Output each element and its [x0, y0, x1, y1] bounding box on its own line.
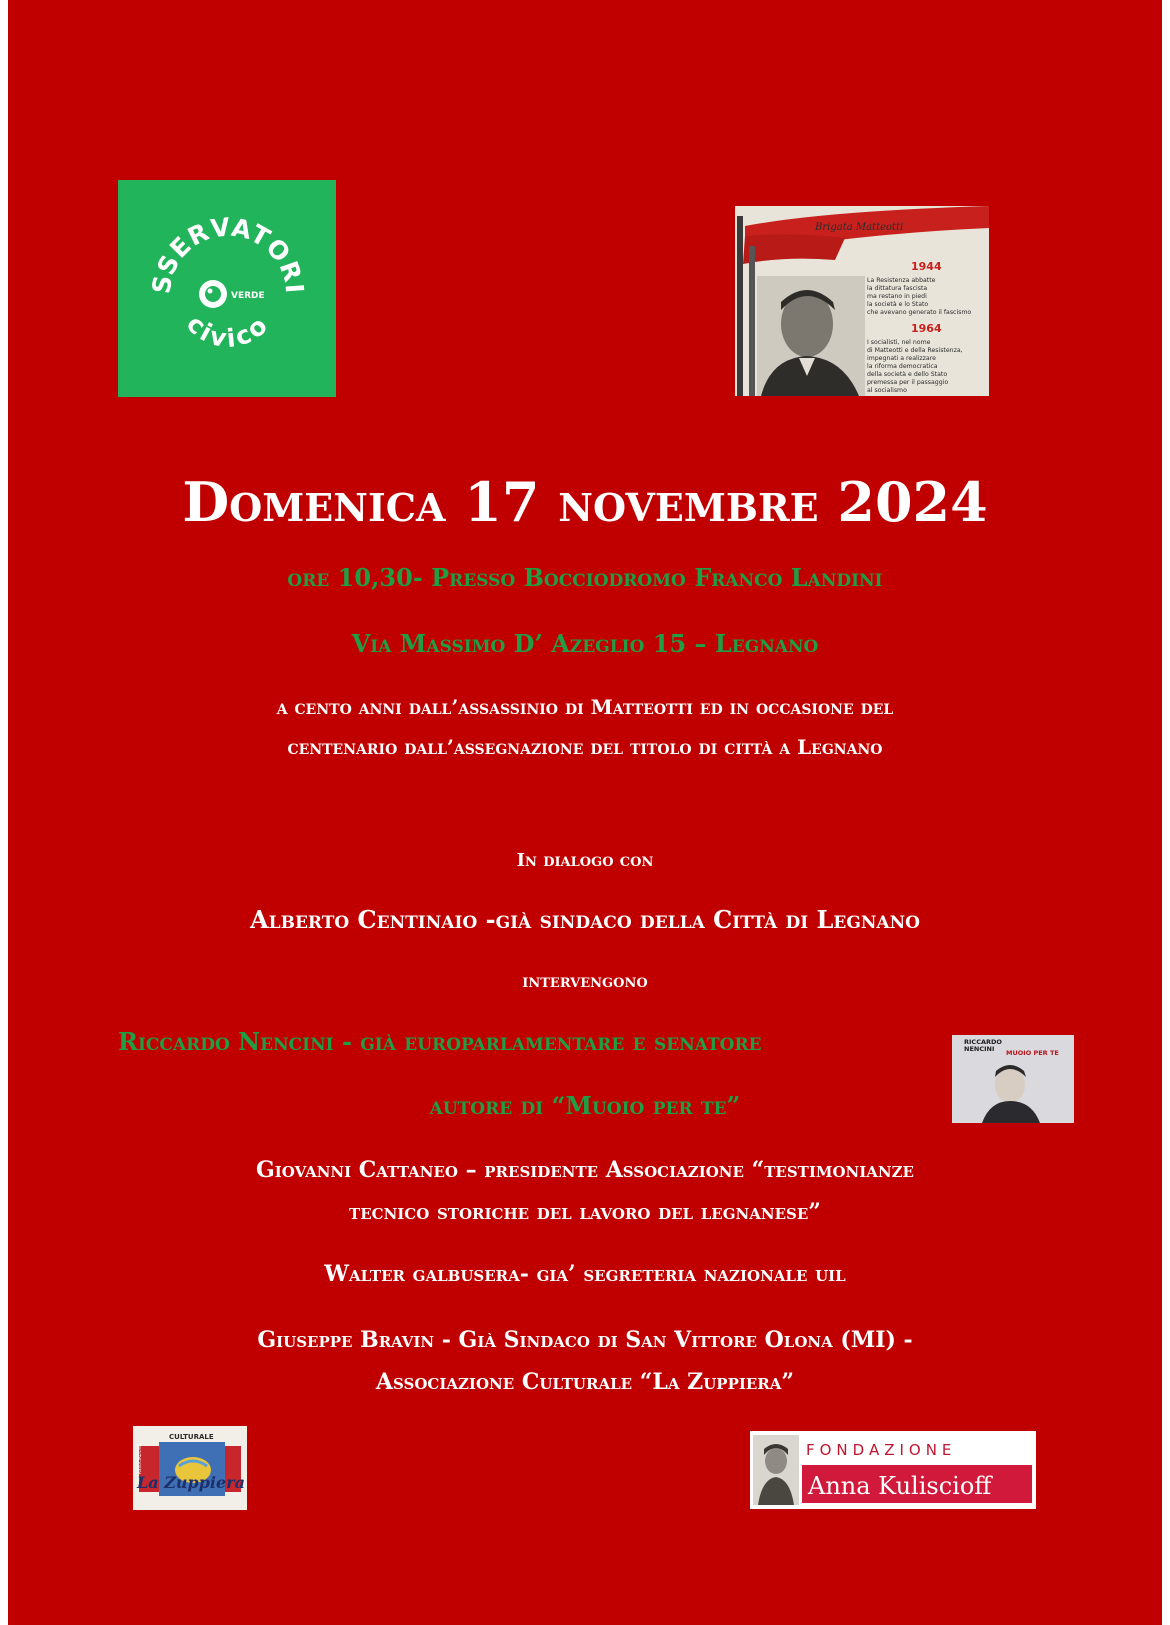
anna-kuliscioff-name: Anna Kuliscioff: [808, 1472, 992, 1500]
occasion-line-1: a cento anni dall’assassinio di Matteotti ed in occasione del: [276, 695, 894, 719]
book-author-first: RICCARDO: [964, 1038, 1002, 1046]
speaker-bravin: Giuseppe Bravin - Già Sindaco di San Vittore Olona (MI) -: [257, 1327, 913, 1353]
speaker-bravin-line-2: Associazione Culturale “La Zuppiera”: [375, 1369, 795, 1395]
speaker-nencini: Riccardo Nencini - già europarlamentare e senatore: [118, 1027, 762, 1056]
poster-line: al socialismo: [867, 387, 907, 394]
year-1964: 1964: [911, 322, 942, 335]
poster-heading: Brigata Matteotti: [815, 222, 904, 233]
event-address: Via Massimo D’ Azeglio 15 – Legnano: [351, 629, 819, 658]
la-zuppiera-logo: [133, 1426, 247, 1510]
flyer-page: [8, 0, 1162, 1625]
matteotti-poster-image: [735, 206, 989, 396]
zuppiera-logo-graphic: [133, 1426, 247, 1510]
speaker-nencini-book: autore di “Muoio per te”: [429, 1091, 741, 1120]
poster-line: La Resistenza abbatte: [867, 277, 936, 284]
dialog-intro: In dialogo con: [516, 850, 654, 871]
poster-line: che avevano generato il fascismo: [867, 309, 972, 316]
poster-line: impegnati a realizzare: [867, 355, 936, 362]
speaker-galbusera: Walter galbusera- gia’ segreteria nazionale uil: [324, 1261, 846, 1287]
fondazione-logo-graphic: [750, 1431, 1036, 1509]
poster-line: I socialisti, nel nome: [867, 339, 931, 346]
moderator: Alberto Centinaio -già sindaco della Città di Legnano: [250, 905, 920, 934]
speakers-intro: intervengono: [522, 971, 648, 992]
poster-line: di Matteotti e della Resistenza,: [867, 347, 963, 354]
osservatorio-word: SSERVATORI: [146, 212, 310, 296]
book-author-last: NENCINI: [964, 1045, 995, 1053]
eye-icon: [199, 280, 227, 308]
osservatorio-logo-graphic: [118, 180, 336, 397]
zuppiera-name: La Zuppiera: [137, 1473, 245, 1492]
speaker-cattaneo: Giovanni Cattaneo – presidente Associazione “testimonianze: [255, 1157, 914, 1183]
zuppiera-top-word: CULTURALE: [169, 1433, 214, 1441]
poster-line: ma restano in piedi: [867, 293, 927, 300]
fondazione-kuliscioff-logo: [750, 1431, 1036, 1509]
civico-word: civico: [180, 308, 276, 354]
poster-line: premessa per il passaggio: [867, 379, 949, 386]
matteotti-portrait: [757, 276, 865, 396]
poster-line: la dittatura fascista: [867, 285, 928, 292]
poster-line: della società e dello Stato: [867, 371, 948, 378]
zuppiera-side-word: ASSOCIAZIONE: [137, 1443, 142, 1474]
matteotti-poster-graphic: [735, 206, 989, 396]
verde-badge: VERDE: [231, 291, 265, 301]
poster-line: la società e lo Stato: [867, 301, 929, 308]
fondazione-word: FONDAZIONE: [806, 1441, 957, 1459]
event-time-place: ore 10,30- Presso Bocciodromo Franco Landini: [287, 563, 883, 592]
speaker-cattaneo-line-2: tecnico storiche del lavoro del legnanese”: [349, 1199, 821, 1225]
book-title: MUOIO PER TE: [1006, 1049, 1059, 1057]
occasion-line-2: centenario dall’assegnazione del titolo di città a Legnano: [287, 735, 883, 759]
osservatorio-civico-logo: [118, 180, 336, 397]
poster-line: la riforma democratica: [867, 363, 938, 370]
book-cover-graphic: [952, 1035, 1074, 1123]
event-date: Domenica 17 novembre 2024: [182, 470, 988, 534]
muoio-per-te-book-cover: [952, 1035, 1074, 1123]
year-1944: 1944: [911, 260, 942, 273]
